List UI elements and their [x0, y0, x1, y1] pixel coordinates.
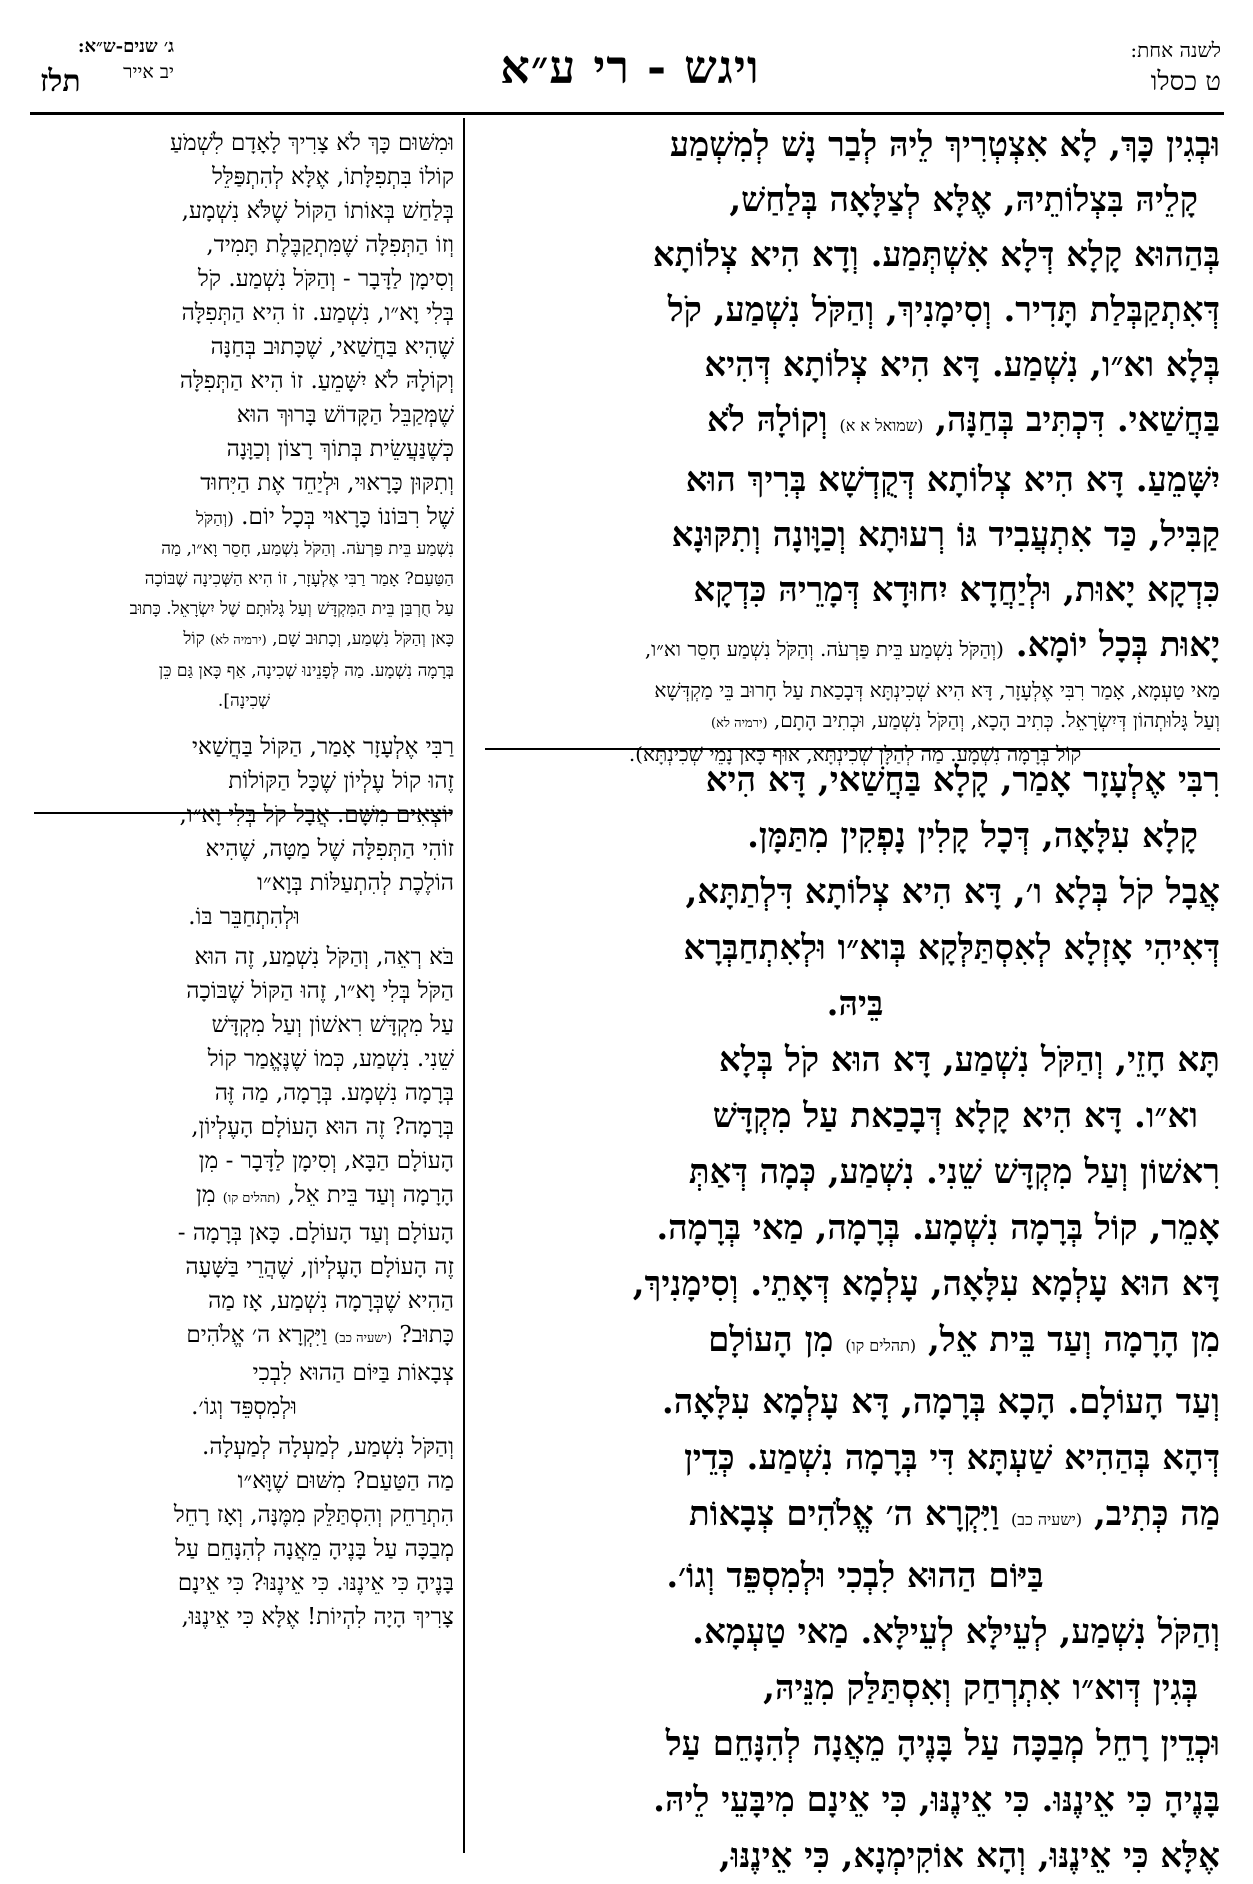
- text-line: זוֹהִי הַתְּפִלָּה שֶׁל מַטָּה, שֶׁהִיא: [205, 836, 454, 862]
- text-line: וּלְהִתְחַבֵּר בּוֹ.: [188, 904, 300, 930]
- text-line: אָמֵר, קוֹל בְּרָמָה נִשְׁמָע. בְּרָמָה, מַאי בְּרָמָה.: [656, 1208, 1220, 1248]
- note-line: בְּרָמָה נִשְׁמָע. מַה לְּפָנֵינוּ שְׁכִינָה, אַף כָּאן גַּם כֵּן: [158, 661, 454, 681]
- text-line: בָּנֶיהָ כִּי אֵינֶנּוּ. כִּי אֵינֶנּוּ, כִּי אֵינָם מִיבָּעֵי לֵיהּ.: [653, 1780, 1220, 1820]
- note-line: מַאי טַעְמָא, אָמַר רִבִּי אֶלְעָזָר, דָּא הִיא שְׁכִינְתָּא דְּבָכַאת עַל חָרוּב בֵּי מַקְדְּשָׁא: [654, 678, 1220, 702]
- text-line: דְּאִיהִי אָזְלָא לְאִסְתַּלְּקָא בְּוא״ו וּלְאִתְחַבְּרָא: [683, 928, 1220, 968]
- text-line: [490, 1312, 1220, 1374]
- hebrew-note: [34, 534, 454, 716]
- text-line: יִשָּׁמֵעַ. דָּא הִיא צְלוֹתָא דְּקֻדְשָׁא בְּרִיךְ הוּא: [685, 460, 1220, 500]
- text-span: יָאוּת בְּכָל יוֹמָא.: [1015, 625, 1220, 665]
- text-line: רַבִּי אֶלְעָזָר אָמַר, הַקּוֹל בַּחֲשַׁאי: [192, 734, 454, 760]
- text-line: רִבִּי אֶלְעָזָר אָמַר, קָלָא בַּחֲשַׁאי, דָּא הִיא: [705, 760, 1220, 800]
- text-span: וַיִּקְרָא ה׳ אֱלֹהִים: [186, 1322, 328, 1348]
- text-line: קַבִּיל, כַּד אִתְעֲבִיד גּוֹ רְעוּתָא וְכַוָּונָה וְתִקּוּנָא: [671, 515, 1220, 555]
- note-span: כָּאן וְהַקֹּל נִשְׁמַע, וְכָתוּב שָׁם,: [272, 629, 454, 649]
- header-left-date: יב אייר: [123, 61, 174, 83]
- citation: (תהלים קו): [222, 1191, 281, 1206]
- hebrew-column: [34, 126, 454, 1634]
- text-line: הַהִיא שֶׁבְּרָמָה נִשְׁמַע, אָז מַה: [208, 1288, 454, 1314]
- text-line: הָעוֹלָם וְעַד הָעוֹלָם. כָּאן בְּרָמָה -: [177, 1220, 454, 1246]
- text-line: זֶה הָעוֹלָם הָעֶלְיוֹן, שֶׁהֲרֵי בַּשָּׁעָה: [185, 1254, 454, 1280]
- aramaic-paragraph-1: [490, 118, 1220, 673]
- text-line: [490, 393, 1220, 453]
- text-line: וְזוֹ הַתְּפִלָּה שֶׁמִּתְקַבֶּלֶת תָּמִיד,: [206, 232, 454, 258]
- text-line: מְבַכָּה עַל בָּנֶיהָ מֵאֲנָה לְהִנָּחֵם עַל: [175, 1536, 454, 1562]
- aramaic-paragraph-2: [490, 752, 1220, 1884]
- text-line: דְּאִתְקַבְּלַת תָּדִיר. וְסִימָנִיךְ, וְהַקֹּל נִשְׁמַע, קֹל: [667, 290, 1220, 330]
- text-line: צָרִיךְ הָיָה לִהְיוֹת! אֶלָּא כִּי אֵינֶנּוּ,: [181, 1604, 454, 1630]
- note-line: הַטַּעַם? אָמַר רַבִּי אֶלְעָזָר, זוֹ הִיא הַשְּׁכִינָה שֶׁבּוֹכָה: [144, 569, 454, 589]
- hebrew-paragraph-2: [34, 730, 454, 934]
- text-line: וְעַד הָעוֹלָם. הָכָא בְּרָמָה, דָּא עָלְמָא עִלָּאָה.: [661, 1382, 1220, 1422]
- text-line: קוֹלוֹ בִּתְפִלָּתוֹ, אֶלָּא לְהִתְפַּלֵּל: [212, 164, 454, 190]
- text-line: וּכְדֵין רָחֵל מְבַכָּה עַל בָּנֶיהָ מֵאֲנָה לְהִנָּחֵם עַל: [665, 1724, 1220, 1764]
- text-line: הָעוֹלָם הַבָּא, וְסִימָן לַדָּבָר - מִן: [198, 1148, 454, 1174]
- note-span: (וְהַקֹּל: [196, 509, 234, 529]
- text-line: קָלָא עִלָּאָה, דְּכָל קָלִין נָפְקִין מִתַּמָּן.: [747, 816, 1198, 856]
- text-line: [490, 1486, 1220, 1548]
- header-right-date: ט כסלו: [1150, 67, 1221, 97]
- text-line: וְהַקֹּל נִשְׁמַע, לְמַעְלָה לְמַעְלָה.: [202, 1434, 454, 1460]
- note-span: קוֹל: [183, 629, 205, 649]
- text-line: [490, 618, 1220, 673]
- note-line: [490, 705, 1220, 739]
- note-line: שְׁכִינָה].: [217, 691, 271, 711]
- text-line: וְהַקֹּל נִשְׁמַע, לְעֵילָּא לְעֵילָּא. מַאי טַעְמָא.: [692, 1612, 1220, 1652]
- text-line: בְּרָמָה? זֶה הוּא הָעוֹלָם הָעֶלְיוֹן,: [191, 1114, 454, 1140]
- text-span: וְקוֹלָהּ לֹא: [707, 400, 828, 440]
- text-line: בְּלַחַשׁ בְּאוֹתוֹ הַקּוֹל שֶׁלֹּא נִשְׁמָע,: [181, 198, 454, 224]
- text-line: וְתִקּוּן כָּרָאוּי, וּלְיַחֵד אֶת הַיִּחוּד: [200, 470, 454, 496]
- hebrew-paragraph-1: [34, 126, 454, 716]
- note-line: נִשְׁמַע בֵּית פַּרְעֹה. וְהַקֹּל נִשְׁמַע, חָסֵר וָא״ו, מַה: [161, 539, 454, 559]
- header-right: [1071, 38, 1221, 97]
- header-right-label: לשנה אחת:: [1130, 38, 1221, 62]
- text-line: וְקוֹלָהּ לֹא יִשָּׁמֵעַ. זוֹ הִיא הַתְּפִלָּה: [179, 368, 454, 394]
- text-line: רִאשׁוֹן וְעַל מִקְדָּשׁ שֵׁנִי. נִשְׁמַע, כְּמָה דְּאַתְּ: [688, 1152, 1220, 1192]
- text-line: וְסִימָן לַדָּבָר - וְהַקֹּל נִשְׁמַע. קֹל: [198, 266, 454, 292]
- text-line: שֵׁנִי. נִשְׁמַע, כְּמוֹ שֶׁנֶּאֱמַר קוֹל: [207, 1046, 454, 1072]
- header-divider: [30, 112, 1224, 115]
- text-span: מִן הָעוֹלָם: [708, 1320, 834, 1360]
- text-span: מִן הָרָמָה וְעַד בֵּית אֵל,: [927, 1320, 1220, 1360]
- text-line: מַה הַטַּעַם? מִשּׁוּם שֶׁוָּא״ו: [237, 1468, 454, 1494]
- text-line: [34, 1318, 454, 1356]
- header-left-years: ג׳ שנים-ש״א:: [77, 36, 174, 57]
- text-line: וא״ו. דָּא הִיא קָלָא דְּבָכַאת עַל מִקְדָּשׁ: [712, 1096, 1198, 1136]
- text-span: בַּחֲשַׁאי. דִּכְתִּיב בְּחַנָּה,: [935, 400, 1220, 440]
- note-line: עַל חֻרְבַּן בֵּית הַמִּקְדָּשׁ וְעַל גָּלוּתָם שֶׁל יִשְׂרָאֵל. כָּתוּב: [129, 599, 454, 619]
- citation: (ירמיה לא): [711, 716, 768, 731]
- text-line: וּבְגִין כָּךְ, לָא אִצְטְרִיךְ לֵיהּ לְבַר נָשׁ לְמִשְׁמַע: [669, 125, 1220, 165]
- aramaic-column-bottom: [490, 752, 1220, 1884]
- text-line: בֹּא רְאֵה, וְהַקֹּל נִשְׁמַע, זֶה הוּא: [194, 944, 454, 970]
- text-line: בְּלִי וָא״ו, נִשְׁמַע. זוֹ הִיא הַתְּפִלָּה: [181, 300, 454, 326]
- text-line: בְּגִין דְּוא״ו אִתְרְחַק וְאִסְתַּלַּק מִנֵּיהּ,: [763, 1668, 1198, 1708]
- aramaic-column-top: [490, 118, 1220, 769]
- note-span: וְעַל גָּלוּתְהוֹן דְּיִשְׂרָאֵל. כְּתִיב הָכָא, וְהַקֹּל נִשְׁמַע, וּכְתִיב הָתָם,: [773, 708, 1220, 732]
- column-divider: [463, 118, 465, 1853]
- note-line: [34, 624, 454, 656]
- text-span: מִן: [195, 1182, 216, 1208]
- hebrew-paragraph-4: [34, 1430, 454, 1634]
- note-span: (וְהַקֹּל נִשְׁמַע בֵּית פַּרְעֹה. וְהַקֹּל נִשְׁמַע חָסֵר וא״ו,: [644, 637, 1004, 661]
- text-line: כִּדְקָא יָאוּת, וּלְיַחֲדָא יִחוּדָא דְּמָרֵיהּ כִּדְקָא: [693, 570, 1220, 610]
- text-line: כְּשֶׁנַּעֲשֵׂית בְּתוֹךְ רָצוֹן וְכַוָּנָה: [226, 436, 454, 462]
- text-line: הוֹלֶכֶת לְהִתְעַלּוֹת בְּוָא״ו: [257, 870, 454, 896]
- citation: (ישעיה כב): [334, 1331, 393, 1346]
- text-line: בַּיּוֹם הַהוּא לִבְכִי וּלְמִסְפֵּד וְגוֹ׳.: [666, 1556, 1044, 1596]
- text-line: הַקֹּל בְּלִי וָא״ו, זֶהוּ הַקּוֹל שֶׁבּוֹכָה: [186, 978, 454, 1004]
- citation: (ירמיה לא): [210, 633, 267, 648]
- text-line: זֶהוּ קוֹל עֶלְיוֹן שֶׁכָּל הַקּוֹלוֹת: [228, 768, 454, 794]
- text-line: תָּא חָזֵי, וְהַקֹּל נִשְׁמַע, דָּא הוּא קֹל בְּלָא: [719, 1040, 1220, 1080]
- text-line: אֶלָּא כִּי אֵינֶנּוּ, וְהָא אוֹקִימְנָא, כִּי אֵינֶנּוּ,: [718, 1836, 1220, 1876]
- text-line: בְּלָא וא״ו, נִשְׁמַע. דָּא הִיא צְלוֹתָא דְּהִיא: [704, 345, 1220, 385]
- text-line: בָּנֶיהָ כִּי אֵינֶנּוּ. כִּי אֵינֶנּוּ? כִּי אֵינָם: [177, 1570, 454, 1596]
- text-line: עַל מִקְדָּשׁ רִאשׁוֹן וְעַל מִקְדָּשׁ: [211, 1012, 454, 1038]
- text-line: קָלֵיהּ בִּצְלוֹתֵיהּ, אֶלָּא לְצַלָּאָה בְּלַחַשׁ,: [729, 180, 1198, 220]
- text-span: הָרָמָה וְעַד בֵּית אֵל,: [287, 1182, 454, 1208]
- citation: (שמואל א א): [839, 416, 924, 435]
- page-number: תלז: [40, 64, 81, 99]
- hebrew-paragraph-3: [34, 940, 454, 1424]
- text-line: הִתְרַחֵק וְהִסְתַּלֵּק מִמֶּנָּה, וְאָז רָחֵל: [173, 1502, 454, 1528]
- text-line: וּמִשּׁוּם כָּךְ לֹא צָרִיךְ לָאָדָם לִשְׁמֹעַ: [169, 130, 454, 156]
- citation: (ישעיה כב): [1011, 1510, 1083, 1529]
- note-line: קוֹל בְּרָמָה נִשְׁמָע. מַה לְהַלָּן שְׁכִינְתָּא, אוּף כָּאן נָמֵי שְׁכִינְתָּא).: [628, 742, 1082, 766]
- text-span: שֶׁל רִבּוֹנוֹ כָּרָאוּי בְּכָל יוֹם.: [241, 504, 454, 530]
- text-line: אֲבָל קֹל בְּלָא ו׳, דָּא הִיא צְלוֹתָא דִּלְתַתָּא,: [685, 872, 1220, 912]
- header-left: [34, 36, 174, 84]
- page-title: ויגש - רי ע״א: [500, 40, 760, 94]
- text-line: שֶׁהִיא בַּחֲשַׁאי, שֶׁכָּתוּב בְּחַנָּה: [210, 334, 454, 360]
- text-span: מַה כְּתִיב,: [1093, 1494, 1220, 1534]
- text-line: דָּא הוּא עָלְמָא עִלָּאָה, עָלְמָא דְּאָתֵי. וְסִימָנִיךְ,: [632, 1264, 1220, 1304]
- text-span: וַיִּקְרָא ה׳ אֱלֹהִים צְבָאוֹת: [689, 1494, 1000, 1534]
- text-line: יוֹצְאִים מִשָּׁם. אֲבָל קֹל בְּלִי וָא״ו,: [179, 802, 454, 828]
- text-line: בְּרָמָה נִשְׁמָע. בְּרָמָה, מַה זֶּה: [214, 1080, 454, 1106]
- text-span: כָּתוּב?: [399, 1322, 454, 1348]
- text-line: בֵּיהּ.: [826, 984, 884, 1024]
- text-line: שֶׁמְּקַבֵּל הַקָּדוֹשׁ בָּרוּךְ הוּא: [236, 402, 454, 428]
- text-line: וּלְמִסְפֵּד וְגוֹ׳.: [191, 1394, 297, 1420]
- text-line: [34, 1178, 454, 1216]
- text-line: [34, 500, 454, 534]
- text-line: בְּהַהוּא קָלָא דְּלָא אִשְׁתְּמַע. וְדָא הִיא צְלוֹתָא: [652, 235, 1220, 275]
- text-line: דְּהָא בְּהַהִיא שַׁעְתָּא דִּי בְּרָמָה נִשְׁמַע. כְּדֵין: [684, 1438, 1220, 1478]
- citation: (תהלים קו): [845, 1336, 917, 1355]
- text-line: צְבָאוֹת בַּיּוֹם הַהוּא לִבְכִי: [252, 1360, 454, 1386]
